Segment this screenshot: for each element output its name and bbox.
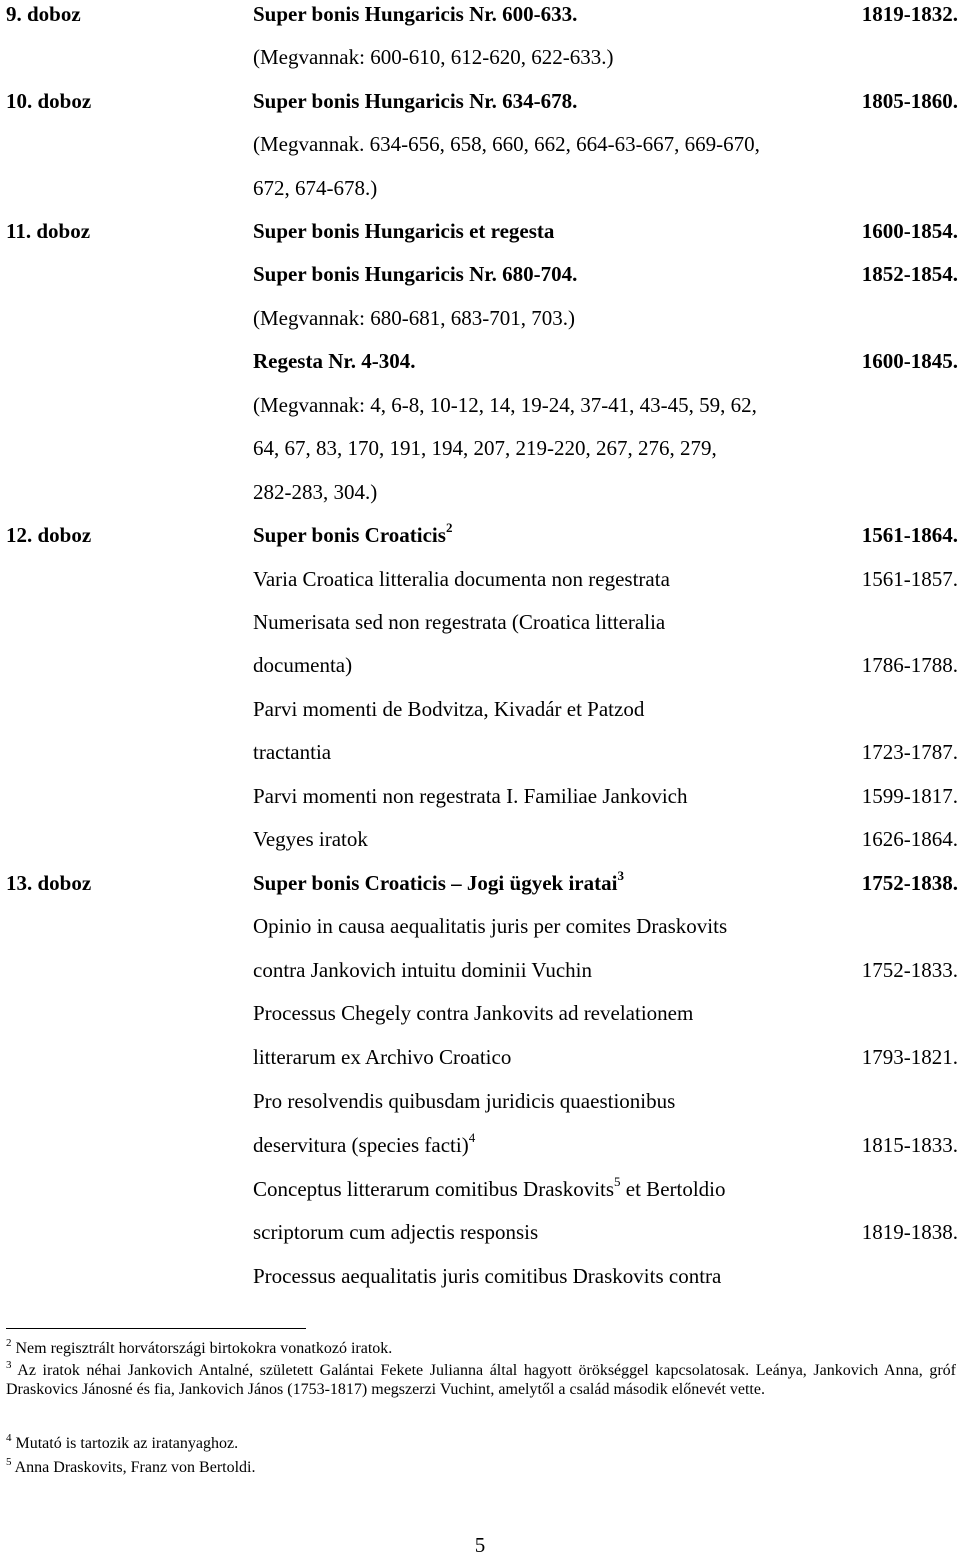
- entry-date: 1752-1838.: [861, 871, 958, 895]
- entry-item: Processus Chegely contra Jankovits ad revelationem: [253, 1001, 694, 1025]
- entry-item: Numerisata sed non regestrata (Croatica litteralia: [253, 610, 666, 634]
- entry-item: Vegyes iratok: [253, 827, 368, 851]
- footnote-ref: 2: [445, 520, 453, 535]
- entry-note: (Megvannak. 634-656, 658, 660, 662, 664-63-667, 669-670,: [253, 132, 760, 156]
- entry-date: 1723-1787.: [861, 740, 958, 764]
- entry-date: 1561-1857.: [861, 567, 958, 591]
- entry-item: contra Jankovich intuitu dominii Vuchin: [253, 958, 592, 982]
- footnote-number: 2: [6, 1336, 12, 1349]
- page-number: 5: [474, 1533, 486, 1557]
- box-label: 9. doboz: [6, 2, 81, 26]
- entry-title: Super bonis Hungaricis Nr. 600-633.: [253, 2, 578, 26]
- entry-date: 1819-1832.: [861, 2, 958, 26]
- entry-note: (Megvannak: 680-681, 683-701, 703.): [253, 306, 575, 330]
- entry-subtitle: Regesta Nr. 4-304.: [253, 349, 416, 373]
- footnote: $^4$ Mutató is tartozik az iratanyaghoz.: [6, 1431, 239, 1452]
- entry-item: scriptorum cum adjectis responsis: [253, 1220, 539, 1244]
- entry-note: 672, 674-678.): [253, 176, 378, 200]
- footnote-number: 5: [6, 1455, 12, 1468]
- entry-date: 1852-1854.: [861, 262, 958, 286]
- footnote-ref: 5: [614, 1174, 621, 1189]
- entry-date: 1819-1838.: [861, 1220, 958, 1244]
- entry-subtitle: Super bonis Hungaricis Nr. 680-704.: [253, 262, 578, 286]
- entry-title: Super bonis Hungaricis et regesta: [253, 219, 555, 243]
- entry-item: litterarum ex Archivo Croatico: [253, 1045, 512, 1069]
- entry-note: (Megvannak: 600-610, 612-620, 622-633.): [253, 45, 614, 69]
- box-label: 10. doboz: [6, 89, 92, 113]
- entry-date: 1793-1821.: [861, 1045, 958, 1069]
- box-label: 12. doboz: [6, 523, 92, 547]
- footnote: $^5$ Anna Draskovits, Franz von Bertoldi.: [6, 1455, 256, 1476]
- entry-item: documenta): [253, 653, 353, 677]
- entry-date: 1786-1788.: [861, 653, 958, 677]
- entry-item: deservitura (species facti)$^4$: [253, 1130, 476, 1157]
- footnote-separator: [6, 1328, 306, 1329]
- entry-item: Pro resolvendis quibusdam juridicis quaestionibus: [253, 1089, 676, 1113]
- entry-title: Super bonis Croaticis – Jogi ügyek iratai$^3$: [253, 868, 624, 895]
- entry-title: Super bonis Croaticis$^2$: [253, 520, 453, 547]
- entry-note: 282-283, 304.): [253, 480, 378, 504]
- entry-title: Super bonis Hungaricis Nr. 634-678.: [253, 89, 578, 113]
- entry-date: 1626-1864.: [861, 827, 958, 851]
- footnote-number: 4: [6, 1431, 12, 1444]
- entry-date: 1600-1845.: [861, 349, 958, 373]
- entry-date: 1752-1833.: [861, 958, 958, 982]
- entry-date: 1561-1864.: [861, 523, 958, 547]
- entry-item: Parvi momenti non regestrata I. Familiae Jankovich: [253, 784, 688, 808]
- footnote-ref: 3: [617, 868, 624, 883]
- box-label: 13. doboz: [6, 871, 92, 895]
- entry-item: Varia Croatica litteralia documenta non regestrata: [253, 567, 670, 591]
- entry-note: 64, 67, 83, 170, 191, 194, 207, 219-220, 267, 276, 279,: [253, 436, 717, 460]
- entry-note: (Megvannak: 4, 6-8, 10-12, 14, 19-24, 37-41, 43-45, 59, 62,: [253, 393, 757, 417]
- entry-item: tractantia: [253, 740, 332, 764]
- entry-item: Opinio in causa aequalitatis juris per comites Draskovits: [253, 914, 728, 938]
- footnote-ref: 4: [468, 1130, 476, 1145]
- entry-date: 1600-1854.: [861, 219, 958, 243]
- footnote: $^2$ Nem regisztrált horvátországi birtokokra vonatkozó iratok.: [6, 1336, 393, 1357]
- footnote: $^3$ Az iratok néhai Jankovich Antalné, született Galántai Fekete Julianna által hagyott örökséggel kapcsolatosak. Leánya, Jankovich Anna, gróf Draskovics Jánosné és fia, Jankovich János (1753-1817) megszerzi Vuchint, amelytől a család második előnevét vette.: [6, 1358, 957, 1398]
- box-label: 11. doboz: [6, 219, 91, 243]
- entry-date: 1599-1817.: [861, 784, 958, 808]
- entry-item: Parvi momenti de Bodvitza, Kivadár et Patzod: [253, 697, 645, 721]
- entry-date: 1805-1860.: [861, 89, 958, 113]
- entry-item: Conceptus litterarum comitibus Draskovits$^5$ et Bertoldio: [253, 1174, 726, 1201]
- entry-item: Processus aequalitatis juris comitibus Draskovits contra: [253, 1264, 722, 1288]
- footnote-number: 3: [6, 1358, 12, 1371]
- entry-date: 1815-1833.: [861, 1133, 958, 1157]
